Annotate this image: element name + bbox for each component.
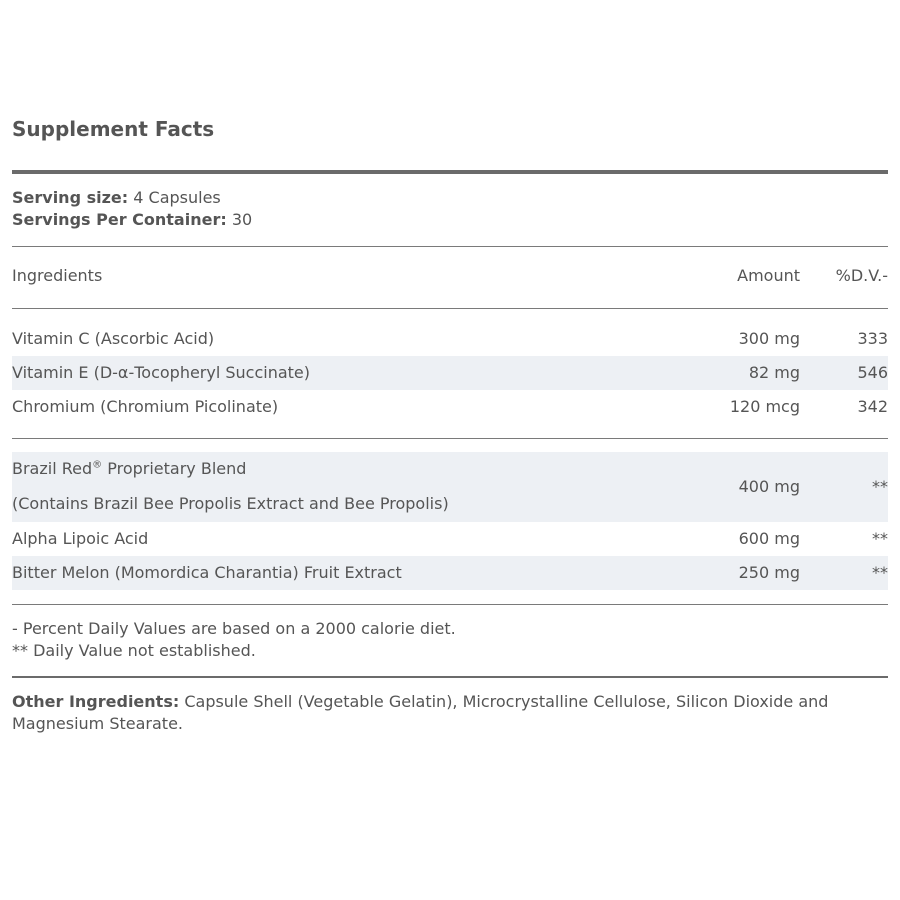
serving-size-value: 4 Capsules bbox=[133, 188, 221, 207]
ingredient-amount: 300 mg bbox=[738, 329, 800, 348]
table-header bbox=[12, 266, 888, 288]
header-ingredients: Ingredients bbox=[12, 266, 103, 285]
ingredient-name: Vitamin C (Ascorbic Acid) bbox=[12, 329, 215, 348]
table-row bbox=[12, 390, 888, 424]
table-row bbox=[12, 356, 888, 390]
other-ingredients bbox=[12, 691, 872, 735]
header-amount: Amount bbox=[737, 266, 800, 285]
ingredient-name: Alpha Lipoic Acid bbox=[12, 529, 149, 548]
header-dv: %D.V.- bbox=[835, 266, 888, 285]
footnote: - Percent Daily Values are based on a 2000 calorie diet. bbox=[12, 619, 456, 638]
footnote: ** Daily Value not established. bbox=[12, 641, 256, 660]
servings-per-container-value: 30 bbox=[231, 210, 253, 229]
ingredient-name: Chromium (Chromium Picolinate) bbox=[12, 397, 279, 416]
ingredient-dv: 333 bbox=[857, 329, 888, 348]
ingredient-amount: 82 mg bbox=[748, 363, 800, 382]
ingredient-dv: ** bbox=[872, 563, 888, 582]
ingredient-name: Brazil Red® Proprietary Blend bbox=[12, 459, 247, 478]
ingredient-amount: 120 mcg bbox=[729, 397, 800, 416]
ingredient-dv: ** bbox=[872, 529, 888, 548]
ingredient-amount: 600 mg bbox=[738, 529, 800, 548]
divider bbox=[12, 170, 888, 174]
table-row bbox=[12, 322, 888, 356]
ingredient-dv: ** bbox=[872, 477, 888, 496]
ingredient-amount: 400 mg bbox=[738, 477, 800, 496]
table-row bbox=[12, 452, 888, 522]
table-row bbox=[12, 556, 888, 590]
ingredient-dv: 342 bbox=[857, 397, 888, 416]
servings-per-container-label: Servings Per Container: bbox=[12, 210, 227, 229]
ingredient-name: Vitamin E (D-α-Tocopheryl Succinate) bbox=[12, 363, 311, 382]
ingredient-dv: 546 bbox=[857, 363, 888, 382]
serving-size bbox=[12, 187, 221, 209]
serving-size-label: Serving size: bbox=[12, 188, 129, 207]
divider bbox=[12, 246, 888, 247]
divider bbox=[12, 676, 888, 678]
divider bbox=[12, 308, 888, 309]
divider bbox=[12, 604, 888, 605]
other-ingredients-label: Other Ingredients: bbox=[12, 692, 180, 711]
registered-mark: ® bbox=[92, 459, 103, 471]
ingredient-amount: 250 mg bbox=[738, 563, 800, 582]
servings-per-container bbox=[12, 209, 252, 231]
divider bbox=[12, 438, 888, 439]
page-title: Supplement Facts bbox=[12, 117, 215, 141]
table-row bbox=[12, 522, 888, 556]
other-ingredients-text: Capsule Shell (Vegetable Gelatin), Microcrystalline Cellulose, Silicon Dioxide and Magnesium Stearate. bbox=[12, 692, 829, 733]
ingredient-name: Bitter Melon (Momordica Charantia) Fruit Extract bbox=[12, 563, 402, 582]
ingredient-subtext: (Contains Brazil Bee Propolis Extract and Bee Propolis) bbox=[12, 494, 449, 513]
